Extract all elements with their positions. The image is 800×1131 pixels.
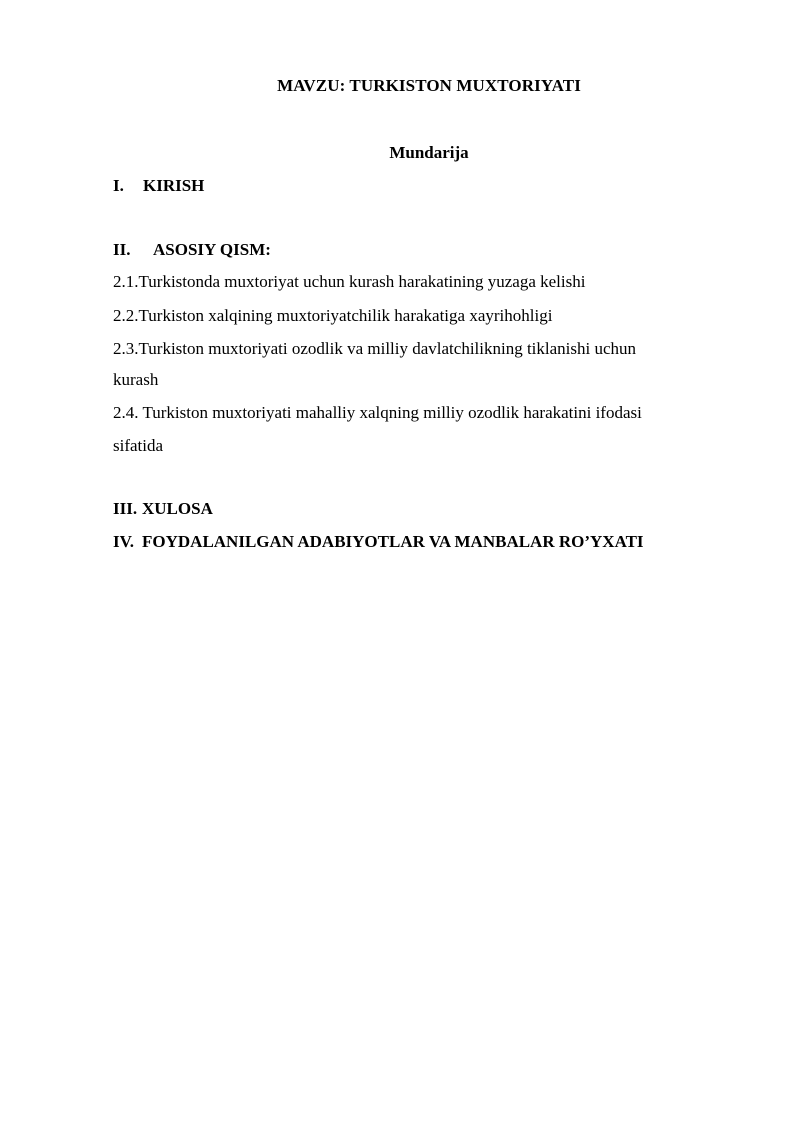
toc-item-2-1: 2.1.Turkistonda muxtoriyat uchun kurash harakatining yuzaga kelishi bbox=[113, 272, 586, 291]
toc-item-2-4-cont: sifatida bbox=[113, 436, 164, 455]
section-number: II. bbox=[113, 240, 131, 259]
section-number: III. bbox=[113, 499, 138, 518]
section-label: FOYDALANILGAN ADABIYOTLAR VA MANBALAR RO’YXATI bbox=[142, 532, 644, 551]
toc-section-adabiyotlar bbox=[113, 532, 644, 552]
toc-item-2-4: 2.4. Turkiston muxtoriyati mahalliy xalqning milliy ozodlik harakatini ifodasi bbox=[113, 403, 642, 422]
page-title: MAVZU: TURKISTON MUXTORIYATI bbox=[277, 76, 581, 95]
section-label: ASOSIY QISM: bbox=[153, 240, 271, 259]
toc-section-xulosa bbox=[113, 499, 213, 519]
toc-item-2-2: 2.2.Turkiston xalqining muxtoriyatchilik harakatiga xayrihohligi bbox=[113, 306, 553, 325]
toc-item-2-3: 2.3.Turkiston muxtoriyati ozodlik va milliy davlatchilikning tiklanishi uchun bbox=[113, 339, 637, 358]
section-number: IV. bbox=[113, 532, 134, 551]
toc-section-kirish bbox=[113, 176, 204, 196]
section-number: I. bbox=[113, 176, 124, 195]
toc-heading: Mundarija bbox=[389, 143, 469, 162]
toc-item-2-3-cont: kurash bbox=[113, 370, 159, 389]
section-label: KIRISH bbox=[143, 176, 205, 195]
section-label: XULOSA bbox=[142, 499, 213, 518]
toc-section-asosiy-qism bbox=[113, 240, 271, 260]
